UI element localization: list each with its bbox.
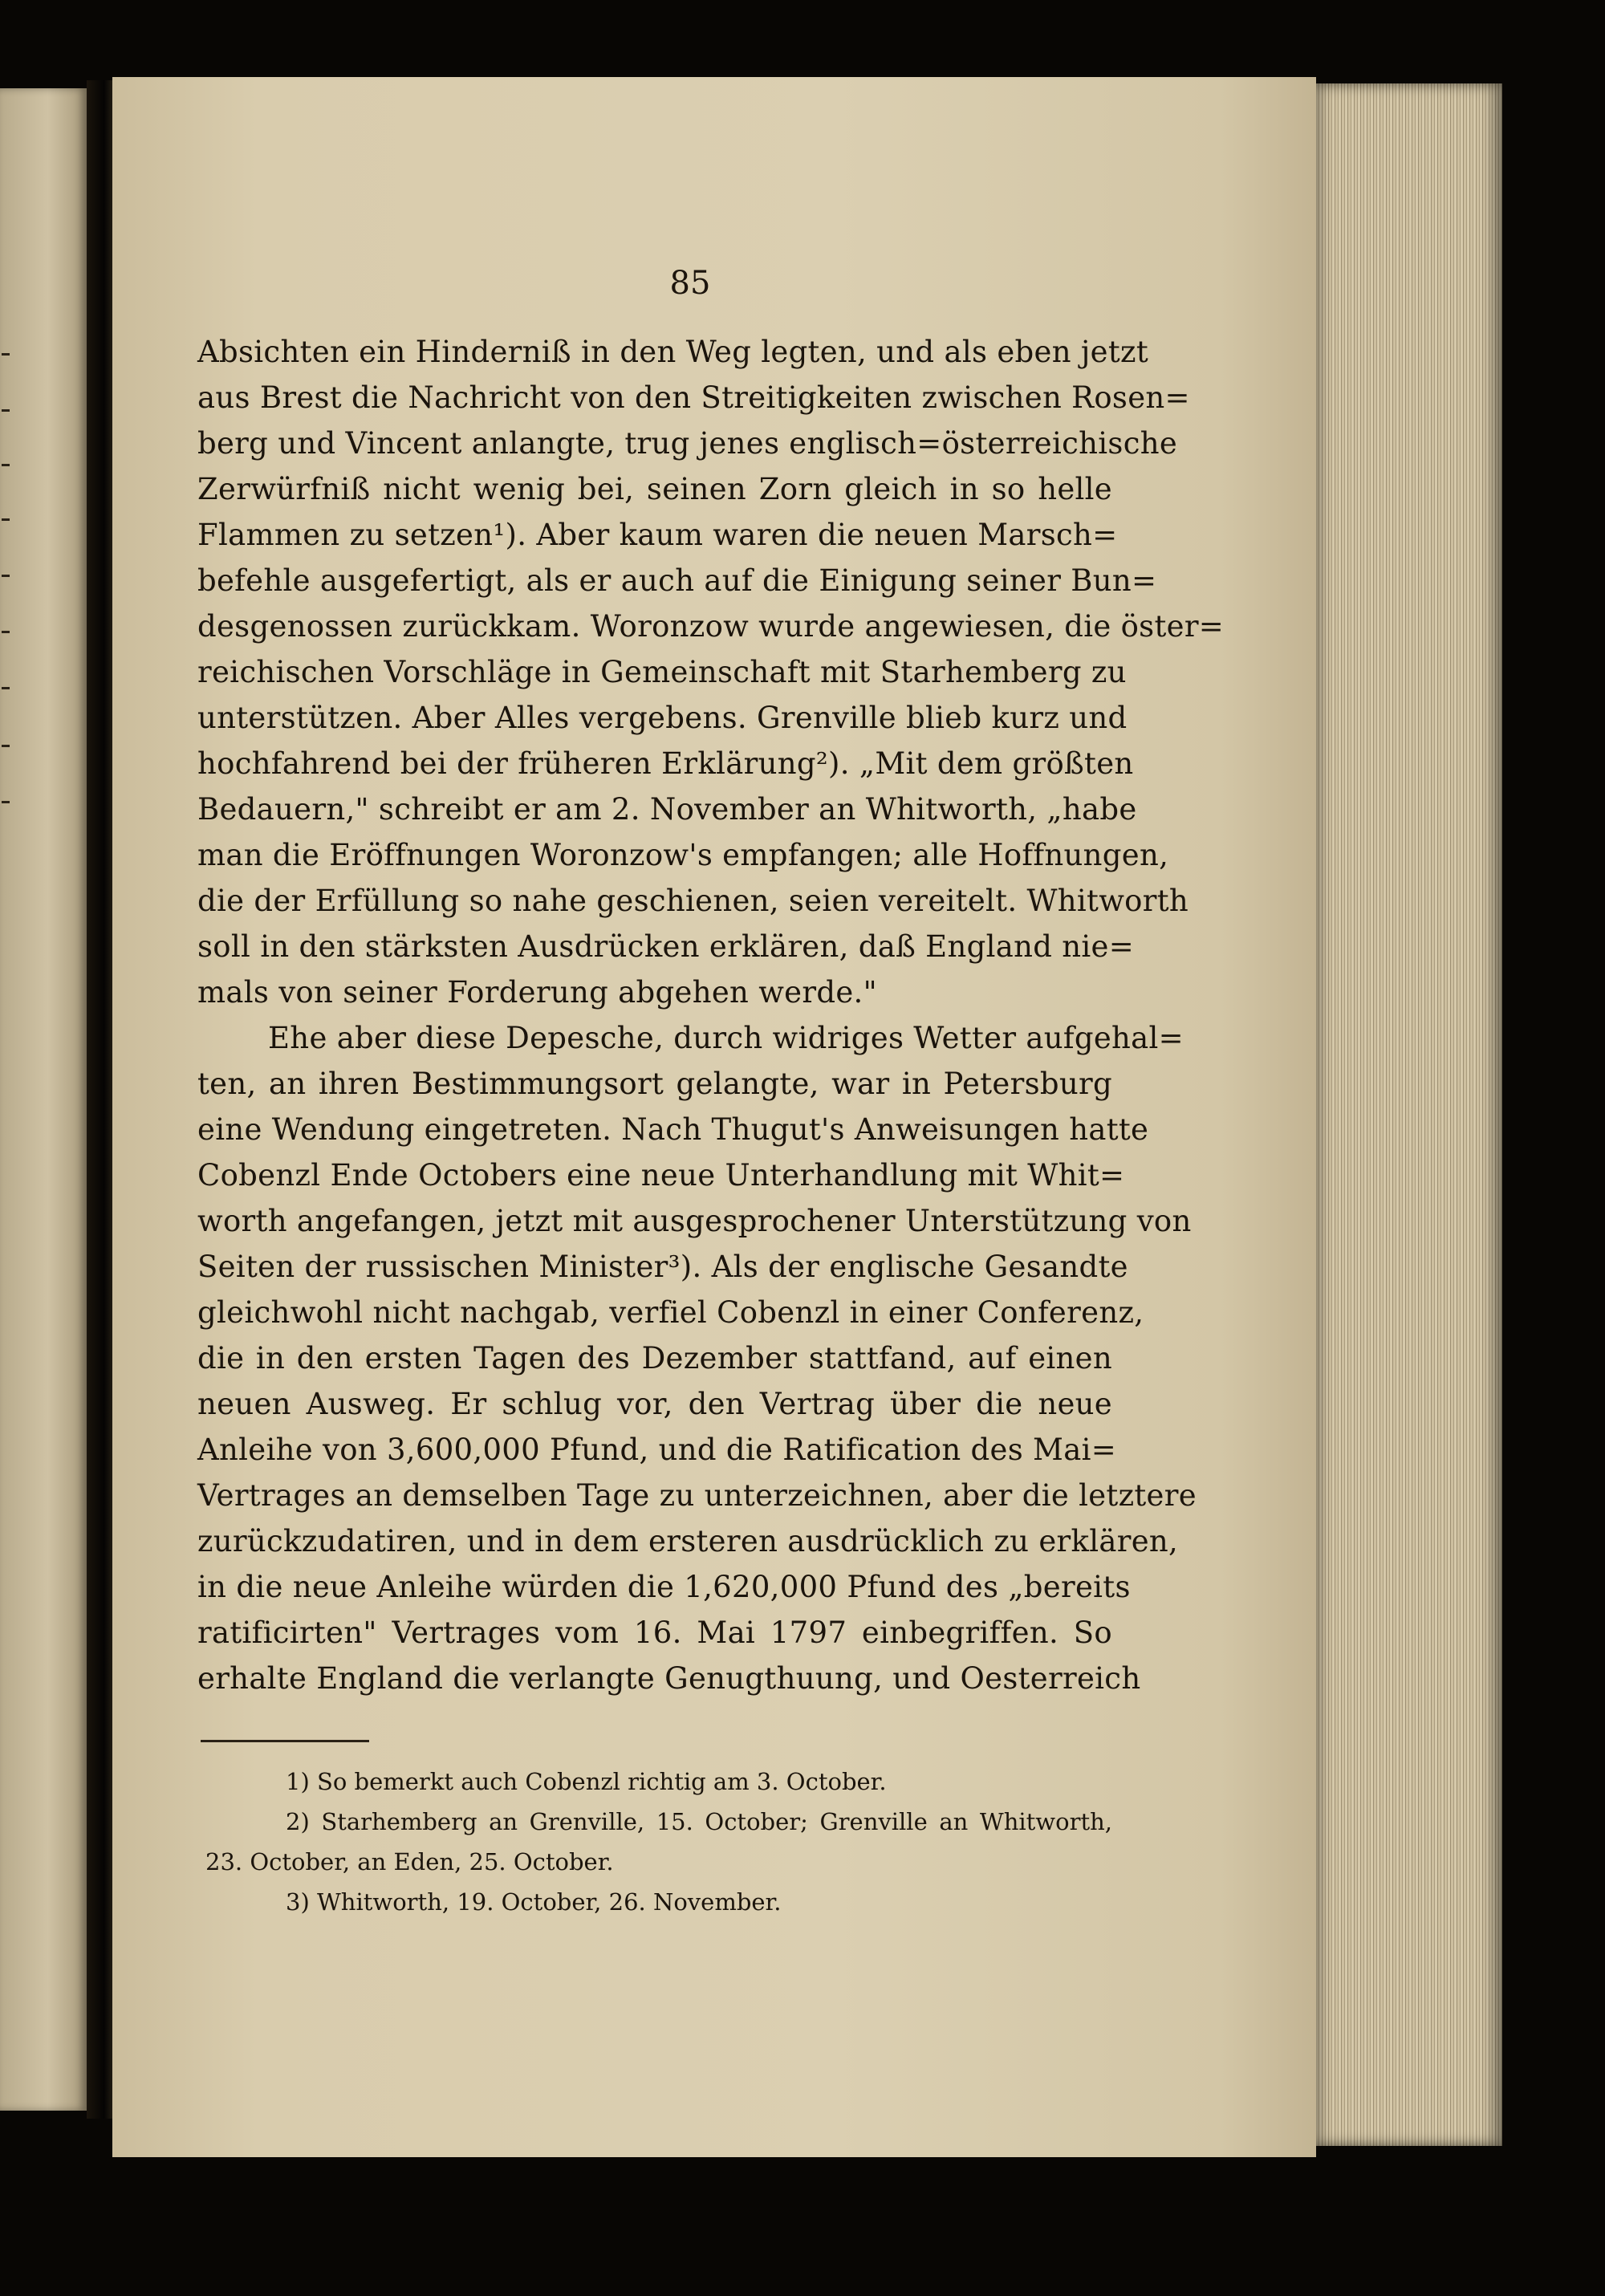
text-line: erhalte England die verlangte Genugthuung, und Oesterreich (197, 1661, 1141, 1696)
previous-page-text-fragment (2, 631, 10, 633)
previous-page-text-fragment (2, 353, 10, 356)
text-line: unterstützen. Aber Alles vergebens. Grenville blieb kurz und (197, 701, 1128, 735)
previous-page-text-fragment (2, 745, 10, 747)
text-line: Flammen zu setzen¹). Aber kaum waren die neuen Marsch= (197, 518, 1118, 552)
text-line: worth angefangen, jetzt mit ausgesprochener Unterstützung von (197, 1204, 1192, 1238)
body-text (197, 329, 1225, 1701)
text-line: die der Erfüllung so nahe geschienen, seien vereitelt. Whitworth (197, 884, 1189, 918)
text-line: aus Brest die Nachricht von den Streitigkeiten zwischen Rosen= (197, 380, 1190, 415)
text-line: ratificirten" Vertrages vom 16. Mai 1797 einbegriffen. So (197, 1615, 1112, 1650)
previous-page-text-fragment (2, 518, 10, 521)
text-line: gleichwohl nicht nachgab, verfiel Cobenzl in einer Conferenz, (197, 1295, 1144, 1330)
text-line: reichischen Vorschläge in Gemeinschaft mit Starhemberg zu (197, 655, 1127, 689)
footnote: 3) Whitworth, 19. October, 26. November. (286, 1888, 782, 1916)
footnote: 23. October, an Eden, 25. October. (205, 1848, 614, 1875)
previous-page-text-fragment (2, 464, 10, 466)
text-line: eine Wendung eingetreten. Nach Thugut's Anweisungen hatte (197, 1112, 1149, 1147)
text-line: Vertrages an demselben Tage zu unterzeichnen, aber die letztere (197, 1478, 1197, 1513)
previous-page-text-fragment (2, 575, 10, 577)
book-gutter (87, 80, 116, 2119)
previous-page-text-fragment (2, 409, 10, 412)
page-fore-edge (1316, 83, 1502, 2146)
text-line: befehle ausgefertigt, als er auch auf die Einigung seiner Bun= (197, 563, 1157, 598)
text-line: Bedauern," schreibt er am 2. November an Whitworth, „habe (197, 792, 1137, 827)
text-line: Zerwürfniß nicht wenig bei, seinen Zorn gleich in so helle (197, 472, 1112, 506)
text-line: berg und Vincent anlangte, trug jenes englisch=österreichische (197, 426, 1178, 461)
previous-page-edge (0, 88, 87, 2111)
text-line: mals von seiner Forderung abgehen werde." (197, 975, 877, 1010)
previous-page-text-fragment (2, 801, 10, 803)
footnote: 1) So bemerkt auch Cobenzl richtig am 3. October. (286, 1768, 887, 1795)
text-line: Absichten ein Hinderniß in den Weg legten, und als eben jetzt (197, 335, 1148, 369)
text-line: die in den ersten Tagen des Dezember stattfand, auf einen (197, 1341, 1112, 1376)
text-line: Anleihe von 3,600,000 Pfund, und die Ratification des Mai= (197, 1432, 1117, 1467)
text-line: Cobenzl Ende Octobers eine neue Unterhandlung mit Whit= (197, 1158, 1125, 1193)
footnotes (205, 1762, 1112, 1922)
text-line: Seiten der russischen Minister³). Als der englische Gesandte (197, 1250, 1128, 1284)
text-line: hochfahrend bei der früheren Erklärung²). „Mit dem größten (197, 746, 1134, 781)
text-line: ten, an ihren Bestimmungsort gelangte, war in Petersburg (197, 1067, 1112, 1101)
text-line: zurückzudatiren, und in dem ersteren ausdrücklich zu erklären, (197, 1524, 1179, 1558)
footnote: 2) Starhemberg an Grenville, 15. October; Grenville an Whitworth, (286, 1808, 1112, 1835)
text-line: man die Eröffnungen Woronzow's empfangen; alle Hoffnungen, (197, 838, 1169, 872)
previous-page-text-fragment (2, 687, 10, 689)
page-number: 85 (669, 265, 711, 302)
text-line: in die neue Anleihe würden die 1,620,000 Pfund des „bereits (197, 1570, 1131, 1604)
footnote-separator (201, 1740, 369, 1742)
text-line: neuen Ausweg. Er schlug vor, den Vertrag über die neue (197, 1387, 1112, 1421)
text-line: desgenossen zurückkam. Woronzow wurde angewiesen, die öster= (197, 609, 1225, 644)
text-line: Ehe aber diese Depesche, durch widriges Wetter aufgehal= (268, 1021, 1184, 1055)
text-line: soll in den stärksten Ausdrücken erklären, daß England nie= (197, 929, 1135, 964)
